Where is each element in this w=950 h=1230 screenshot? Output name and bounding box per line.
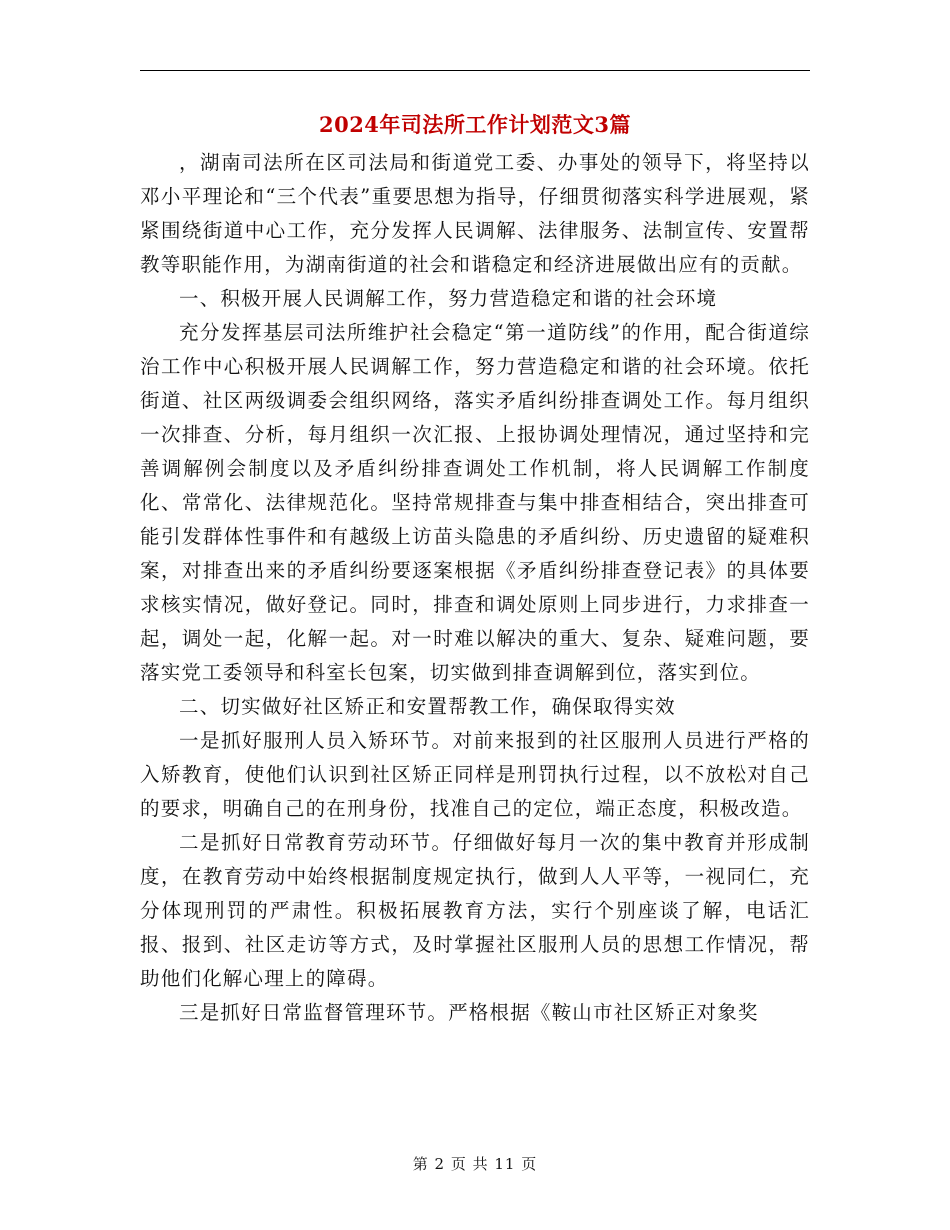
section-heading-2: 二、切实做好社区矫正和安置帮教工作，确保取得实效 [179,695,676,718]
body-paragraph: 充分发挥基层司法所维护社会稳定“第一道防线”的作用，配合街道综治工作中心积极开展人民调解工作，努力营造稳定和谐的社会环境。依托街道、社区两级调委会组织网络，落实矛盾纠纷排查调处工作。每月组织一次排查、分析，每月组织一次汇报、上报协调处理情况，通过坚持和完善调解例会制度以及矛盾纠纷排查调处工作机制，将人民调解工作制度化、常常化、法律规范化。坚持常规排查与集中排查相结合，突出排查可能引发群体性事件和有越级上访苗头隐患的矛盾纠纷、历史遗留的疑难积案，对排查出来的矛盾纠纷要逐案根据《矛盾纠纷排查登记表》的具体要求核实情况，做好登记。同时，排查和调处原则上同步进行，力求排查一起，调处一起，化解一起。对一时难以解决的重大、复杂、疑难问题，要落实党工委领导和科室长包案，切实做到排查调解到位，落实到位。 [140,321,810,684]
body-paragraph: 三是抓好日常监督管理环节。严格根据《鞍山市社区矫正对象奖 [179,1001,759,1024]
page-footer: 第 2 页 共 11 页 [412,1155,538,1173]
header-rule [140,70,810,71]
document-title: 2024年司法所工作计划范文3篇 [318,112,632,137]
section-heading-1: 一、积极开展人民调解工作，努力营造稳定和谐的社会环境 [179,287,718,310]
document-body [140,146,810,1030]
intro-paragraph: ，湖南司法所在区司法局和街道党工委、办事处的领导下，将坚持以邓小平理论和“三个代表”重要思想为指导，仔细贯彻落实科学进展观，紧紧围绕街道中心工作，充分发挥人民调解、法律服务、法制宣传、安置帮教等职能作用，为湖南街道的社会和谐稳定和经济进展做出应有的贡献。 [140,151,810,276]
body-paragraph: 二是抓好日常教育劳动环节。仔细做好每月一次的集中教育并形成制度，在教育劳动中始终根据制度规定执行，做到人人平等，一视同仁，充分体现刑罚的严肃性。积极拓展教育方法，实行个别座谈了解，电话汇报、报到、社区走访等方式，及时掌握社区服刑人员的思想工作情况，帮助他们化解心理上的障碍。 [140,831,810,990]
body-paragraph: 一是抓好服刑人员入矫环节。对前来报到的社区服刑人员进行严格的入矫教育，使他们认识到社区矫正同样是刑罚执行过程，以不放松对自己的要求，明确自己的在刑身份，找准自己的定位，端正态度，积极改造。 [140,729,810,820]
